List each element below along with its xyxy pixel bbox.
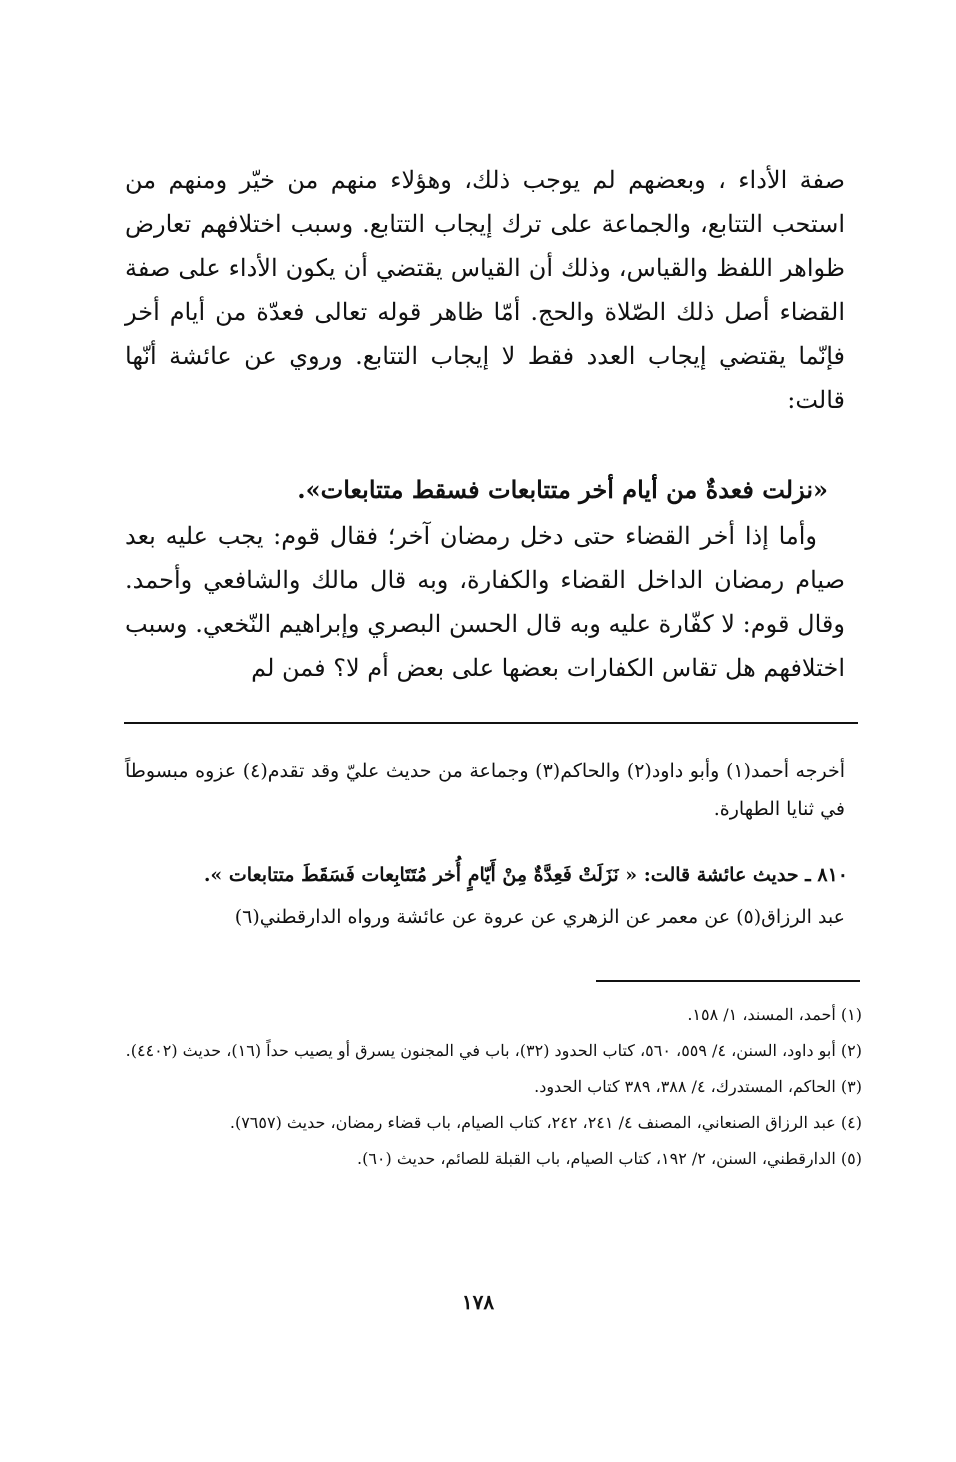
footnote-item: (٢) أبو داود، السنن، ٤/ ٥٥٩، ٥٦٠، كتاب الحدود (٣٢)، باب في المجنون يسرق أو يصيب حداً (١٦)، حديث (٤٤٠٢). <box>125 1041 862 1060</box>
footnotes-divider <box>596 980 860 982</box>
commentary-hadith-heading-text: ٨١٠ ـ حديث عائشة قالت: « نَزَلَتْ فَعِدَّةٌ مِنْ أَيّامٍ أُخر مُتَتَابِعات فَسَقَطَ متتابعات ». <box>203 864 848 886</box>
commentary-hadith-heading <box>118 858 848 892</box>
commentary-paragraph-1 <box>125 752 845 828</box>
footnote-item: (١) أحمد، المسند، ١/ ١٥٨. <box>687 1005 862 1024</box>
footnote-item: (٤) عبد الرزاق الصنعاني، المصنف ٤/ ٢٤١، ٢٤٢، كتاب الصيام، باب قضاء رمضان، حديث (٧٦٥٧). <box>229 1113 862 1132</box>
footnotes-list <box>125 1000 862 1180</box>
page-number: ١٧٨ <box>461 1290 495 1314</box>
hadith-quote <box>228 468 828 512</box>
main-paragraph-1 <box>125 158 845 422</box>
main-divider <box>124 722 858 724</box>
main-paragraph-1-text: صفة الأداء ، وبعضهم لم يوجب ذلك، وهؤلاء منهم من خيّر ومنهم من استحب التتابع، والجماعة على ترك إيجاب التتابع. وسبب اختلافهم تعارض ظواهر اللفظ والقياس، وذلك أن القياس يقتضي أن يكون الأداء على صفة القضاء أصل ذلك الصّلاة والحج. أمّا ظاهر قوله تعالى فعدّة من أيام أخر فإنّما يقتضي إيجاب العدد فقط لا إيجاب التتابع. وروي عن عائشة أنّها قالت: <box>125 166 845 414</box>
commentary-paragraph-2-text: عبد الرزاق(٥) عن معمر عن الزهري عن عروة عن عائشة ورواه الدارقطني(٦) <box>234 906 845 928</box>
main-paragraph-2-text: وأما إذا أخر القضاء حتى دخل رمضان آخر؛ فقال قوم: يجب عليه بعد صيام رمضان الداخل القضاء والكفارة، وبه قال مالك والشافعي وأحمد. وقال قوم: لا كفّارة عليه وبه قال الحسن البصري وإبراهيم النّخعي. وسبب اختلافهم هل تقاس الكفارات بعضها على بعض أم لا؟ فمن لم <box>125 522 845 682</box>
commentary-paragraph-2 <box>125 898 845 936</box>
hadith-quote-text: «نزلت فعدةٌ من أيام أخر متتابعات فسقط متتابعات». <box>297 475 828 504</box>
footnote-item: (٣) الحاكم، المستدرك، ٤/ ٣٨٨، ٣٨٩ كتاب الحدود. <box>534 1077 862 1096</box>
main-paragraph-2 <box>125 514 845 690</box>
commentary-paragraph-1-text: أخرجه أحمد(١) وأبو داود(٢) والحاكم(٣) وجماعة من حديث عليّ وقد تقدم(٤) عزوه مبسوطاً في ثنايا الطهارة. <box>125 760 846 820</box>
footnote-item: (٥) الدارقطني، السنن، ٢/ ١٩٢، كتاب الصيام، باب القبلة للصائم، حديث (٦٠). <box>357 1149 862 1168</box>
